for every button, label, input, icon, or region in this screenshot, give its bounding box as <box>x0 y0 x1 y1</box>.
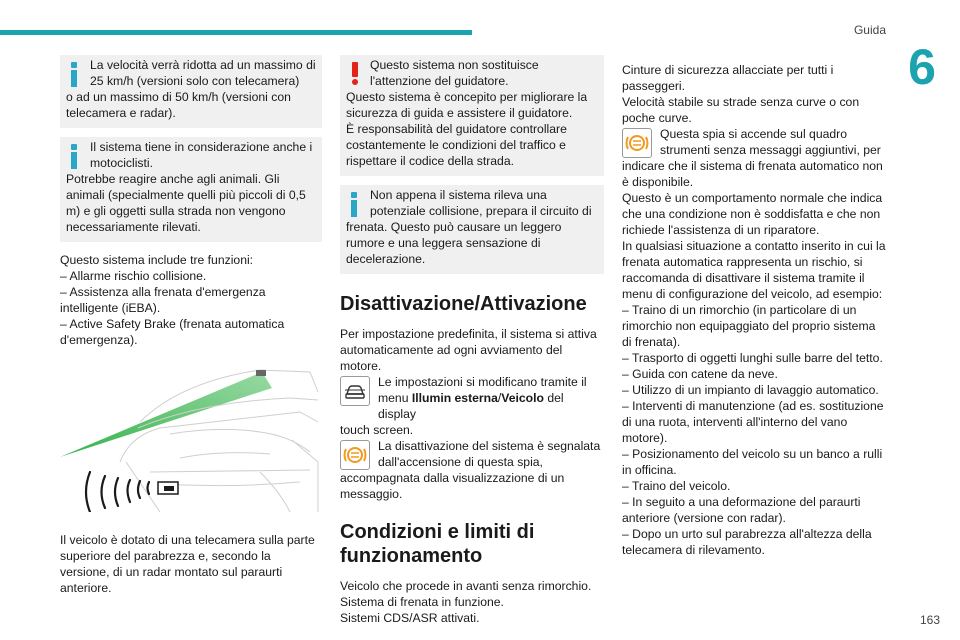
car-front-drawing <box>60 362 322 512</box>
list-item: – Utilizzo di un impianto di lavaggio automatico. <box>622 383 879 397</box>
warning-text: Questo sistema è concepito per migliorare la sicurezza di guida e assistere il guidatore. <box>346 90 588 120</box>
info-icon <box>71 144 77 169</box>
condition-line: Sistemi CDS/ASR attivati. <box>340 611 480 625</box>
info-lead: Il sistema tiene in considerazione anche i motociclisti. <box>90 140 313 170</box>
menu-name-2: Veicolo <box>501 391 544 405</box>
column-left <box>60 55 322 596</box>
lamp-instruction <box>340 438 604 502</box>
car-camera-illustration <box>60 362 322 512</box>
warning-icon <box>351 62 359 85</box>
page-number: 163 <box>919 613 940 627</box>
menu-text-post: del display <box>378 391 564 421</box>
info-icon <box>351 192 357 217</box>
heading-disattivazione: Disattivazione/Attivazione <box>340 293 587 315</box>
column-middle <box>340 55 604 626</box>
menu-text-after: touch screen. <box>340 423 414 437</box>
condition-line: Velocità stabile su strade senza curve o con poche curve. <box>622 95 860 125</box>
info-lead: Non appena il sistema rileva una potenziale collisione, prepara il circuito di <box>370 188 592 218</box>
lamp-text: La disattivazione del sistema è segnalata dall'accensione di questa spia, <box>378 439 601 469</box>
heading-condizioni: Condizioni e limiti di funzionamento <box>340 521 535 567</box>
illustration-caption: Il veicolo è dotato di una telecamera sulla parte superiore del parabrezza e, secondo la versione, di un radar montato sul paraurti anteriore. <box>60 533 315 595</box>
menu-name: Illumin esterna <box>411 391 498 405</box>
list-item: – Traino del veicolo. <box>622 479 731 493</box>
radar-waves <box>86 472 149 512</box>
function-item: – Allarme rischio collisione. <box>60 269 207 283</box>
condition-line: Cinture di sicurezza allacciate per tutti i passeggeri. <box>622 63 834 93</box>
menu-text <box>340 374 604 422</box>
info-lead: La velocità verrà ridotta ad un massimo di 25 km/h (versioni solo con telecamera) <box>90 58 316 88</box>
top-accent-bar <box>0 30 472 35</box>
camera-beam <box>60 372 272 457</box>
warning-box <box>340 55 604 176</box>
lamp-text: Questa spia si accende sul quadro strumenti senza messaggi aggiuntivi, per <box>660 127 881 157</box>
chapter-number: 6 <box>908 39 936 95</box>
info-text: Potrebbe reagire anche agli animali. Gli animali (specialmente quelli più piccoli di 0,5 m) e gli oggetti sulla strada non vengono necessariamente rilevati. <box>66 172 306 234</box>
list-item: – Trasporto di oggetti lunghi sulle barre del tetto. <box>622 351 883 365</box>
list-item: – Traino di un rimorchio (in particolare di un rimorchio non equipaggiato del proprio sistema di frenata). <box>622 303 876 349</box>
lamp-text-after: accompagnata dalla visualizzazione di un messaggio. <box>340 471 565 501</box>
paragraph: Questo è un comportamento normale che indica che una condizione non è soddisfatta e che non richiede l'assistenza di un riparatore. <box>622 191 883 237</box>
paragraph: In qualsiasi situazione a contatto inserito in cui la frenata automatica rappresenta un rischio, si raccomanda di disattivare il sistema tramite il menu di configurazione del veicolo, ad esempio: <box>622 239 886 301</box>
paragraph: Per impostazione predefinita, il sistema si attiva automaticamente ad ogni avviamento del motore. <box>340 327 597 373</box>
camera-unit <box>256 370 266 376</box>
info-box-motorcyclists <box>60 137 322 242</box>
warning-text: È responsabilità del guidatore controllare costantemente le condizioni del traffico e rispettare il codice della strada. <box>346 122 567 168</box>
info-text: frenata. Questo può causare un leggero rumore e una leggera sensazione di decelerazione. <box>346 220 562 266</box>
info-icon <box>71 62 77 87</box>
menu-text-pre: Le impostazioni si modificano tramite il menu <box>378 375 587 405</box>
info-box-collision <box>340 185 604 274</box>
lamp-text-after: indicare che il sistema di frenata automatico non è disponibile. <box>622 159 883 189</box>
car-settings-icon <box>340 376 370 406</box>
menu-instruction <box>340 374 604 438</box>
info-text: o ad un massimo di 50 km/h (versioni con telecamera e radar). <box>66 90 291 120</box>
info-box-speed <box>60 55 322 128</box>
brake-warning-lamp-icon <box>340 440 370 470</box>
list-item: – In seguito a una deformazione del paraurti anteriore (versione con radar). <box>622 495 861 525</box>
function-item: – Assistenza alla frenata d'emergenza intelligente (iEBA). <box>60 285 266 315</box>
column-right <box>622 62 888 558</box>
list-item: – Posizionamento del veicolo su un banco a rulli in officina. <box>622 447 883 477</box>
function-item: – Active Safety Brake (frenata automatica d'emergenza). <box>60 317 285 347</box>
condition-line: Veicolo che procede in avanti senza rimorchio. <box>340 579 592 593</box>
lamp-instruction <box>622 126 888 190</box>
list-item: – Dopo un urto sul parabrezza all'altezza della telecamera di rilevamento. <box>622 527 872 557</box>
list-item: – Interventi di manutenzione (ad es. sostituzione di una ruota, interventi all'interno del vano motore). <box>622 399 884 445</box>
warning-lead: Questo sistema non sostituisce l'attenzione del guidatore. <box>370 58 539 88</box>
list-item: – Guida con catene da neve. <box>622 367 778 381</box>
brake-warning-lamp-icon <box>622 128 652 158</box>
functions-intro: Questo sistema include tre funzioni: <box>60 253 254 267</box>
condition-line: Sistema di frenata in funzione. <box>340 595 504 609</box>
section-title: Guida <box>853 23 886 37</box>
menu-separator: / <box>497 391 502 405</box>
